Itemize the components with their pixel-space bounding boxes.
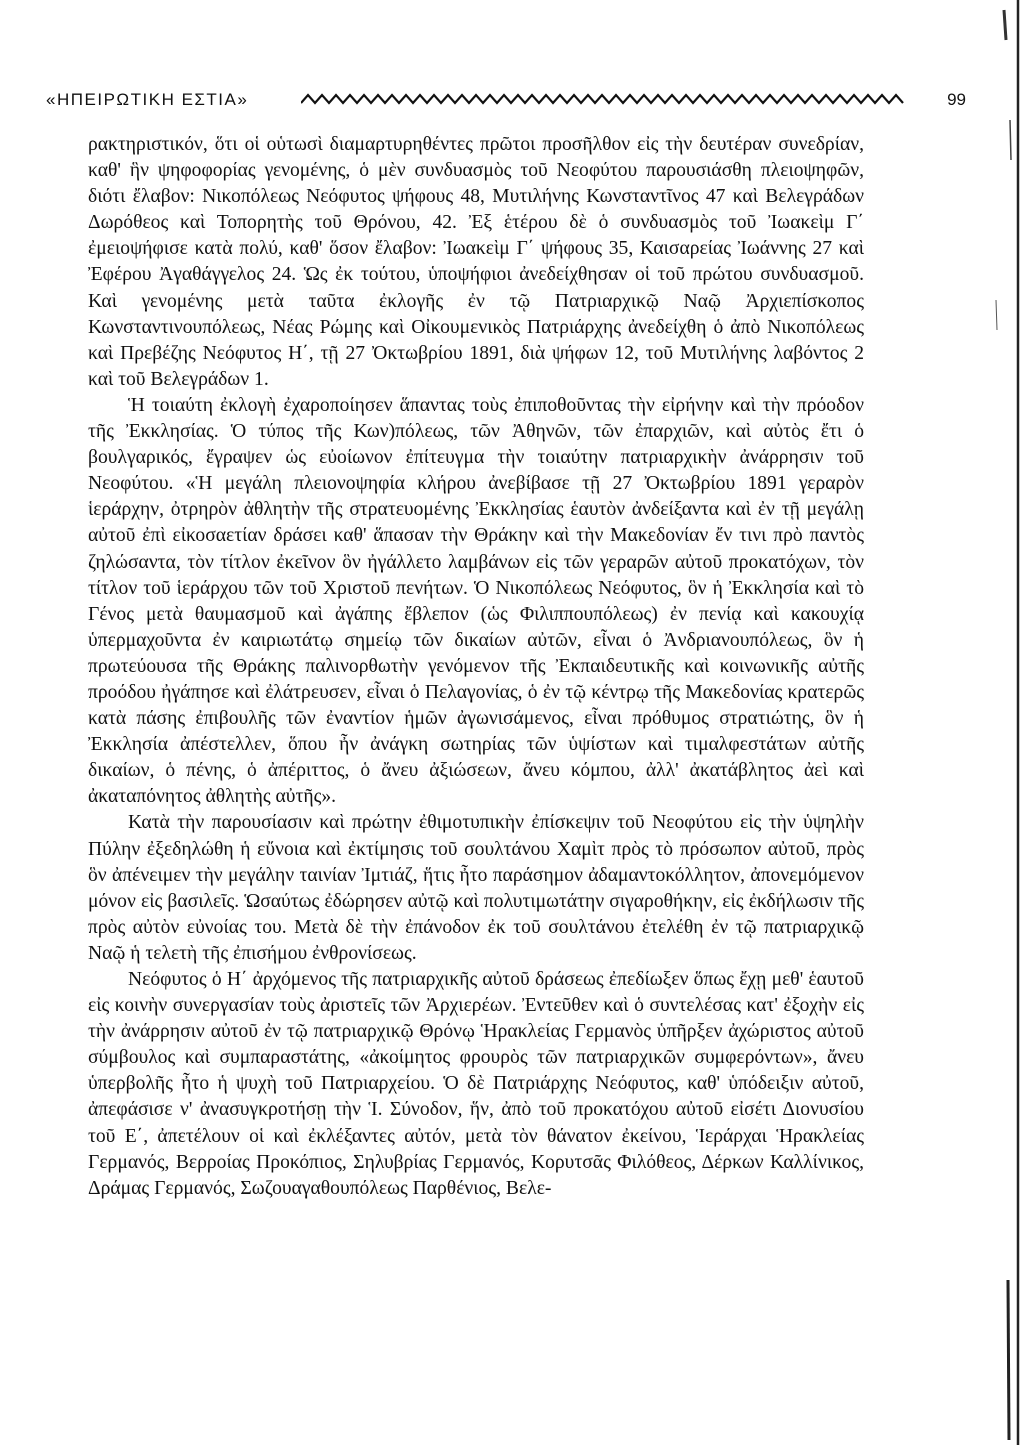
paragraph-2: Ἡ τοιαύτη ἐκλογὴ ἐχαροποίησεν ἅπαντας τοὺς ἐπιποθοῦντας τὴν εἰρήνην καὶ τὴν πρόοδον τῆς Ἐκκλησίας. Ὁ τύπος τῆς Κων)πόλεως, τῶν Ἀθηνῶν, τῶν ἐπαρχιῶν, καὶ αὐτὸς ἔτι ὁ βουλγαρικός, ἔγραψεν ὡς εὐοίωνον ἐπίτευγμα τὴν τοιαύτην πατριαρχικὴν ἀνάρρησιν τοῦ Νεοφύτου. «Ἡ μεγάλη πλειονοψηφία κλήρου ἀνεβίβασε τῇ 27 Ὀκτωβρίου 1891 γεραρὸν ἱεράρχην, ὀτρηρὸν ἀθλητὴν τῆς στρατευομένης Ἐκκλησίας ἑαυτὸν ἀνδείξαντα καὶ ἐν τῇ μεγάλῃ αὐτοῦ ἐπὶ εἰκοσαετίαν δράσει καθ' ἅπασαν τὴν Θράκην καὶ τὴν Μακεδονίαν ἔν τινι πρὸ παντὸς ζηλώσαντα, τὸν τίτλον ἐκεῖνον ὃν ἠγάλλετο λαμβάνων εἰς τῶν γεραρῶν αὐτοῦ προκατόχων, τὸν τίτλον τοῦ ἱεράρχου τῶν τοῦ Χριστοῦ πενήτων. Ὁ Νικοπόλεως Νεόφυτος, ὃν ἡ Ἐκκλησία καὶ τὸ Γένος μετὰ θαυμασμοῦ καὶ ἀγάπης ἔβλεπον (ὡς Φιλιππουπόλεως) ἐν πενίᾳ καὶ κακουχίᾳ ὑπερμαχοῦντα ἐν καιριωτάτῳ σημείῳ τῶν δικαίων αὐτῶν, εἶναι ὁ Ἀνδριανουπόλεως, ὃν ἡ πρωτεύουσα τῆς Θράκης παλινορθωτὴν γενόμενον τῆς Ἐκπαιδευτικῆς καὶ κοινωνικῆς αὐτῆς προόδου ἠγάπησε καὶ ἐλάτρευσεν, εἶναι ὁ Πελαγονίας, ὁ ἐν τῷ κέντρῳ τῆς Μακεδονίας κρατερῶς κατὰ πάσης ἐπιβουλῆς τῶν ἐναντίον ἡμῶν ἀγωνισάμενος, εἶναι πρόθυμος στρατιώτης, ὃν ἡ Ἐκκλησία ἀπέστελλεν, ὅπου ἦν ἀνάγκη σωτηρίας τῶν ὑψίστων καὶ τιμαλφεστάτων αὐτῆς δικαίων, ὁ πένης, ὁ ἀπέριττος, ὁ ἄνευ ἀξιώσεων, ἄνευ κόμπου, ἀλλ' ἀκατάβλητος ἀεὶ καὶ ἀκαταπόνητος ἀθλητὴς αὐτῆς».: [88, 394, 864, 808]
running-header: [46, 86, 966, 120]
paragraph-4: Νεόφυτος ὁ Η΄ ἀρχόμενος τῆς πατριαρχικῆς αὐτοῦ δράσεως ἐπεδίωξεν ὅπως ἔχῃ μεθ' ἑαυτοῦ εἰς κοινὴν συνεργασίαν τοὺς ἀριστεῖς τῶν Ἀρχιερέων. Ἐντεῦθεν καὶ ὁ συντελέσας κατ' ἐξοχὴν εἰς τὴν ἀνάρρησιν αὐτοῦ ἐν τῷ πατριαρχικῷ Θρόνῳ Ἡρακλείας Γερμανὸς ὑπῆρξεν ἀχώριστος αὐτοῦ σύμβουλος καὶ συμπαραστάτης, «ἀκοίμητος φρουρὸς τῶν πατριαρχικῶν συμφερόντων», ἄνευ ὑπερβολῆς ἦτο ἡ ψυχὴ τοῦ Πατριαρχείου. Ὁ δὲ Πατριάρχης Νεόφυτος, καθ' ὑπόδειξιν αὐτοῦ, ἀπεφάσισε ν' ἀνασυγκροτήσῃ τὴν Ἱ. Σύνοδον, ἥν, ἀπὸ τοῦ προκατόχου αὐτοῦ εἰσέτι Διονυσίου τοῦ Ε΄, ἀπετέλουν οἱ καὶ ἐκλέξαντες αὐτόν, μετὰ τὸν θάνατον ἐκείνου, Ἱεράρχαι Ἡρακλείας Γερμανός, Βερροίας Προκόπιος, Σηλυβρίας Γερμανός, Κορυτσᾶς Φιλόθεος, Δέρκων Καλλίνικος, Δράμας Γερμανός, Σωζουαγαθουπόλεως Παρθένιος, Βελε-: [88, 969, 864, 1199]
paragraph-1: ρακτηριστικόν, ὅτι οἱ οὑτωσὶ διαμαρτυρηθέντες πρῶτοι προσῆλθον εἰς τὴν δευτέραν συνεδρίαν, καθ' ἣν ψηφοφορίας γενομένης, ὁ μὲν συνδυασμὸς τοῦ Νεοφύτου παρουσιάσθη πλειοψηφῶν, διότι ἔλαβον: Νικοπόλεως Νεόφυτος ψήφους 48, Μυτιλήνης Κωνσταντῖνος 47 καὶ Βελεγράδων Δωρόθεος καὶ Τοπορητὴς τοῦ Θρόνου, 42. Ἐξ ἑτέρου δὲ ὁ συνδυασμὸς τοῦ Ἰωακεὶμ Γ΄ ἐμειοψήφισε κατὰ πολύ, καθ' ὅσον ἔλαβον: Ἰωακεὶμ Γ΄ ψήφους 35, Καισαρείας Ἰωάννης 27 καὶ Ἐφέρου Ἀγαθάγγελος 24. Ὡς ἐκ τούτου, ὑποψήφιοι ἀνεδείχθησαν οἱ τοῦ πρώτου συνδυασμοῦ. Καὶ γενομένης μετὰ ταῦτα ἐκλογῆς ἐν τῷ Πατριαρχικῷ Ναῷ Ἀρχιεπίσκοπος Κωνσταντινουπόλεως, Νέας Ρώμης καὶ Οἰκουμενικὸς Πατριάρχης ἀνεδείχθη ὁ ἀπὸ Νικοπόλεως καὶ Πρεβέζης Νεόφυτος Η΄, τῇ 27 Ὀκτωβρίου 1891, διὰ ψήφων 12, τοῦ Μυτιλήνης λαβόντος 2 καὶ τοῦ Βελεγράδων 1.: [88, 134, 864, 390]
body-text: [88, 132, 864, 1202]
paragraph-3: Κατὰ τὴν παρουσίασιν καὶ πρώτην ἐθιμοτυπικὴν ἐπίσκεψιν τοῦ Νεοφύτου εἰς τὴν ὑψηλὴν Πύλην ἐξεδηλώθη ἡ εὔνοια καὶ ἐκτίμησις τοῦ σουλτάνου Χαμὶτ πρὸς τὸ πρόσωπον αὐτοῦ, πρὸς ὃν ἀπένειμεν τὴν μεγάλην ταινίαν Ἰμτιάζ, ἥτις ἦτο παράσημον ἀδαμαντοκόλλητον, ἀπονεμόμενον μόνον εἰς βασιλεῖς. Ὡσαύτως ἐδώρησεν αὐτῷ καὶ πολυτιμωτάτην σιγαροθήκην, εἰς ἐκδήλωσιν τῆς πρὸς αὐτὸν εὐνοίας του. Μετὰ δὲ τὴν ἐπάνοδον ἐκ τοῦ σουλτάνου ἐτελέθη ἐν τῷ πατριαρχικῷ Ναῷ ἡ τελετὴ τῆς ἐπισήμου ἐνθρονίσεως.: [88, 812, 864, 964]
header-ornament-rule: [301, 92, 907, 106]
journal-title: «ΗΠΕΙΡΩΤΙΚΗ ΕΣΤΙΑ»: [46, 90, 249, 109]
scan-edge-marks: [984, 0, 1024, 1445]
page-number: 99: [947, 90, 966, 109]
